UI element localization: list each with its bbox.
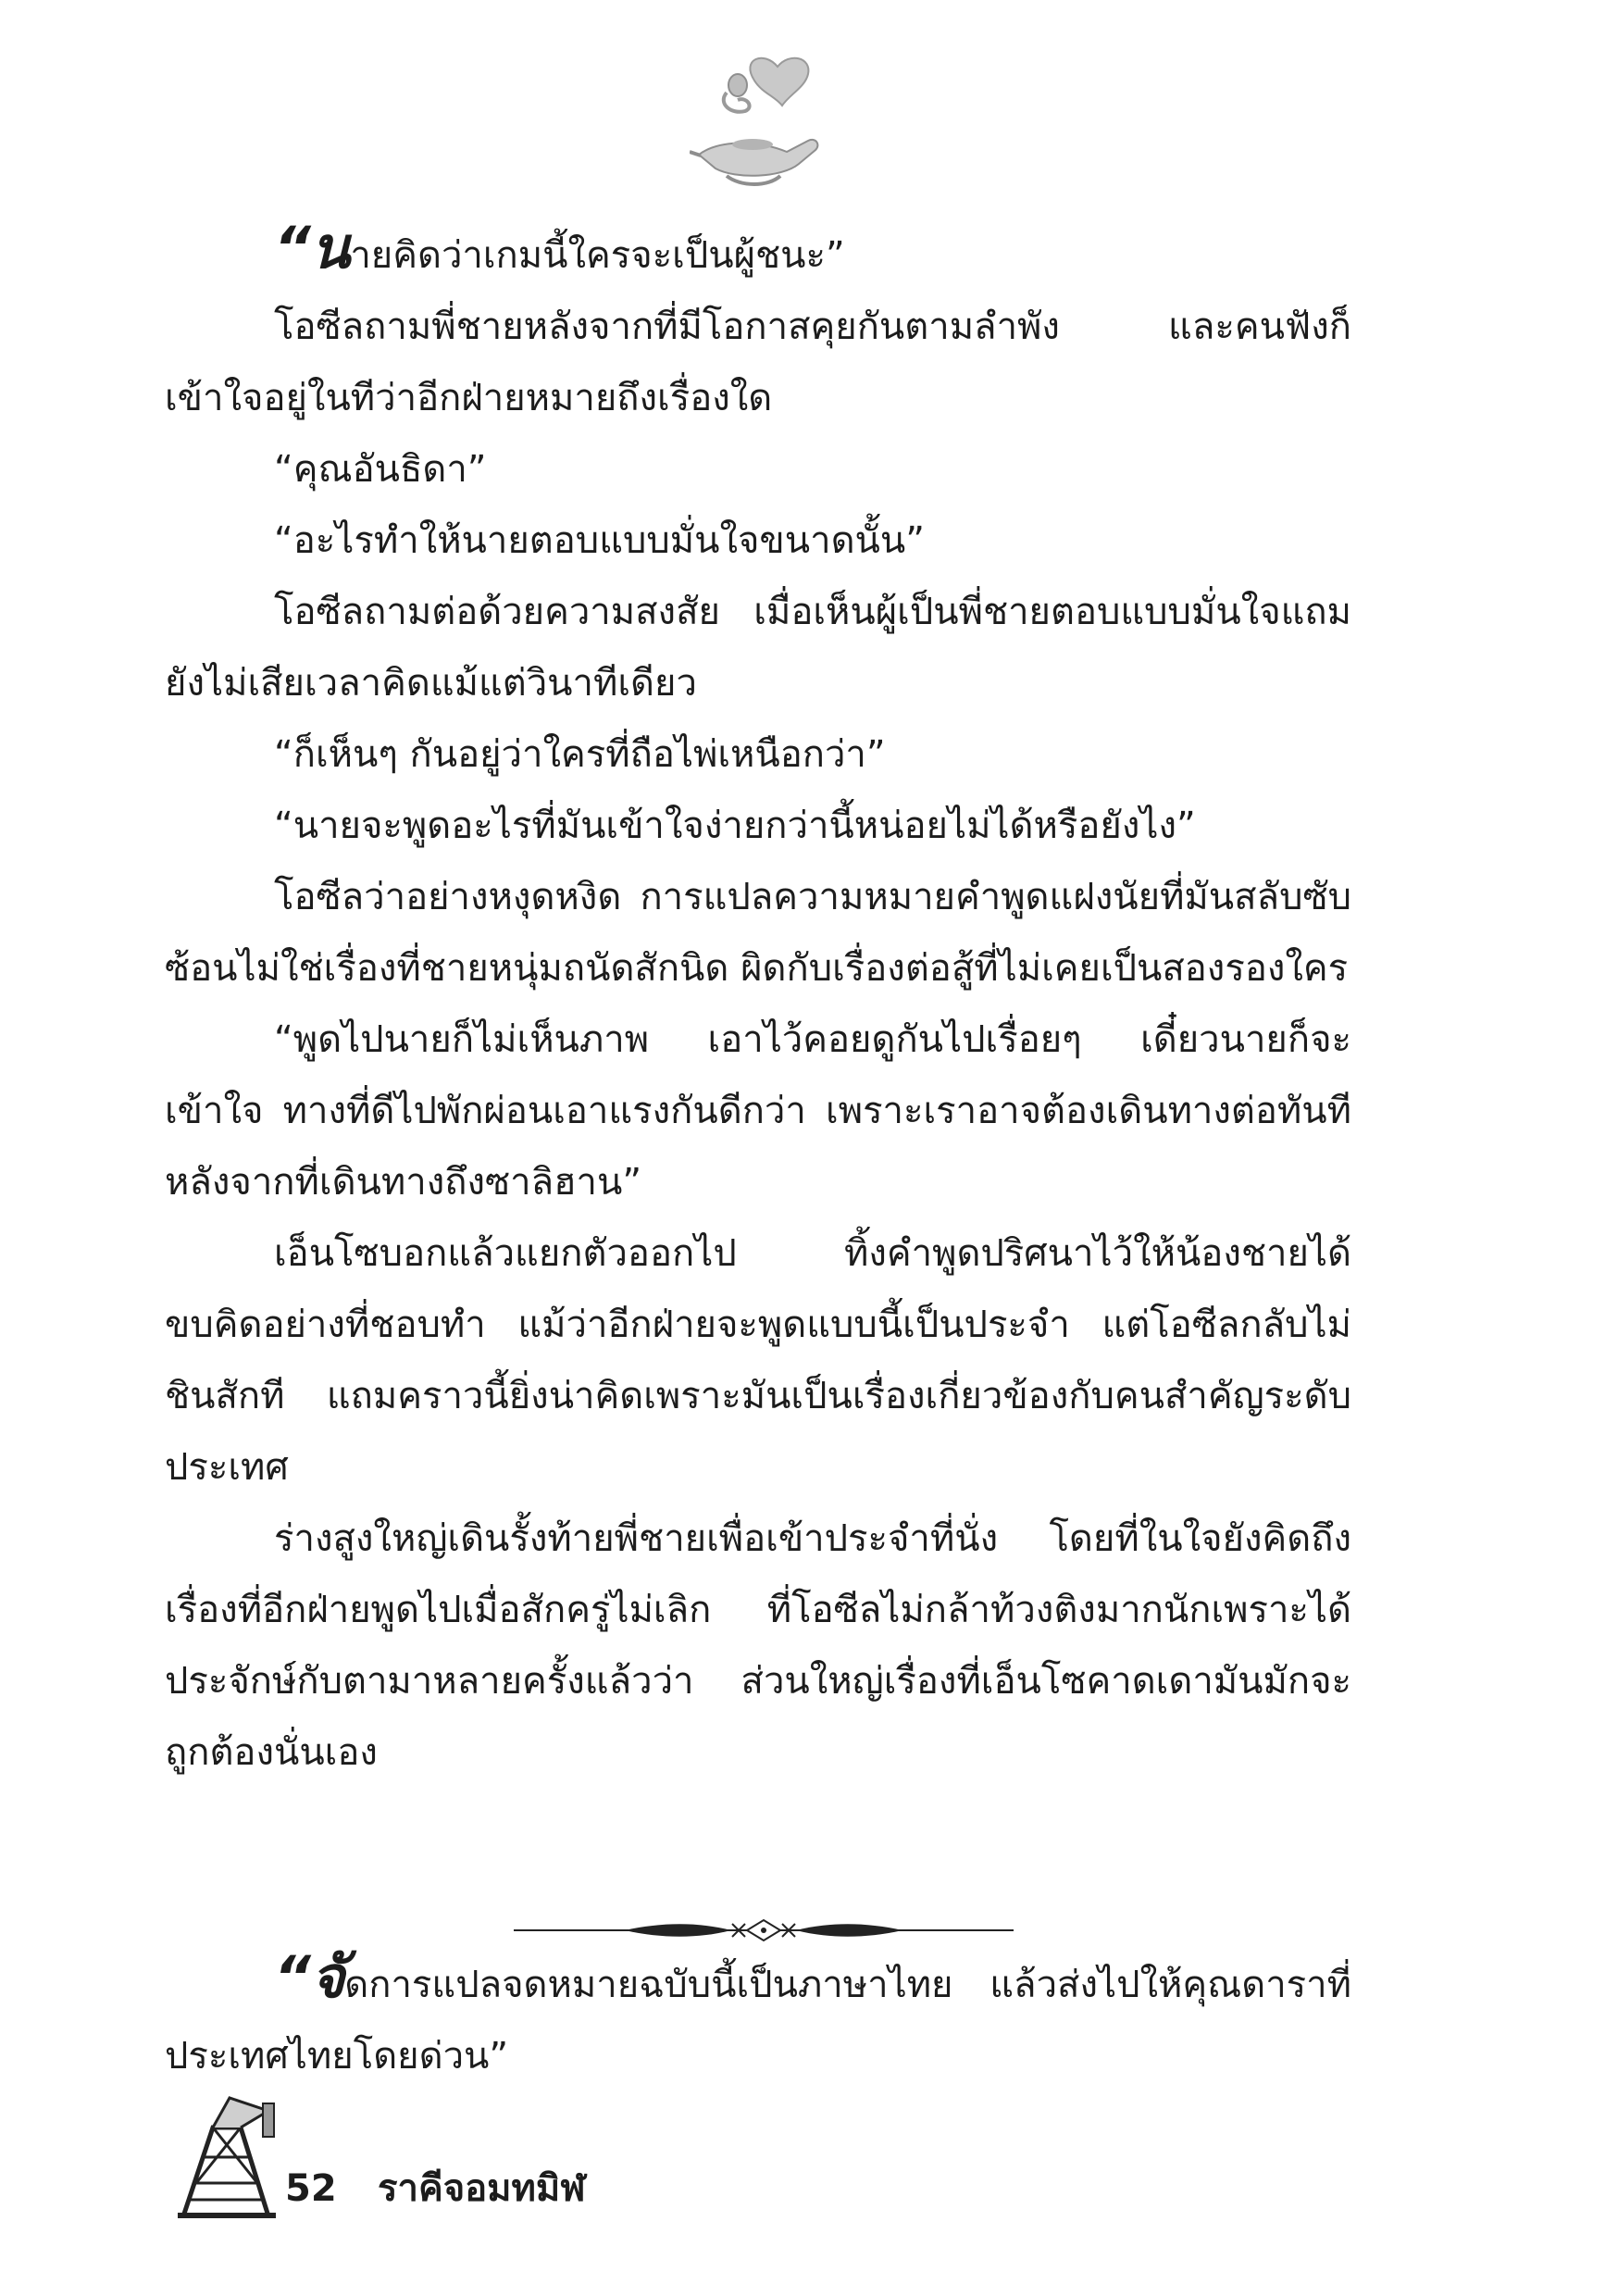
section-1 <box>165 214 1351 1789</box>
paragraph-text: ดการแปลจดหมายฉบับนี้เป็นภาษาไทย แล้วส่งไปให้คุณดาราที่ประเทศไทยโดยด่วน” <box>165 1964 1351 2078</box>
book-title: ราคีจอมทมิฬ <box>378 2167 586 2210</box>
paragraph: โอซีลถามต่อด้วยความสงสัย เมื่อเห็นผู้เป็นพี่ชายตอบแบบมั่นใจแถมยังไม่เสียเวลาคิดแม้แต่วินาทีเดียว <box>165 591 1351 705</box>
paragraph: “พูดไปนายก็ไม่เห็นภาพ เอาไว้คอยดูกันไปเรื่อยๆ เดี๋ยวนายก็จะเข้าใจ ทางที่ดีไปพักผ่อนเอาแรงกันดีกว่า เพราะเราอาจต้องเดินทางต่อทันทีหลังจากที่เดินทางถึงซาลิฮาน” <box>165 1018 1351 1204</box>
dropcap: “น <box>274 214 351 281</box>
page-number: 52 <box>285 2167 337 2210</box>
paragraph: โอซีลว่าอย่างหงุดหงิด การแปลความหมายคำพูดแฝงนัยที่มันสลับซับซ้อนไม่ใช่เรื่องที่ชายหนุ่มถนัดสักนิด ผิดกับเรื่องต่อสู้ที่ไม่เคยเป็นสองรองใคร <box>165 876 1351 990</box>
paragraph: ร่างสูงใหญ่เดินรั้งท้ายพี่ชายเพื่อเข้าประจำที่นั่ง โดยที่ในใจยังคิดถึงเรื่องที่อีกฝ่ายพูดไปเมื่อสักครู่ไม่เลิก ที่โอซีลไม่กล้าท้วงติงมากนักเพราะได้ประจักษ์กับตามาหลายครั้งแล้วว่า ส่วนใหญ่เรื่องที่เอ็นโซคาดเดามันมักจะถูกต้องนั่นเอง <box>165 1517 1351 1774</box>
section-2 <box>165 1943 1351 2092</box>
paragraph: “คุณอันธิดา” <box>274 448 487 491</box>
paragraph: “ก็เห็นๆ กันอยู่ว่าใครที่ถือไพ่เหนือกว่า” <box>274 733 886 776</box>
paragraph: “นายจะพูดอะไรที่มันเข้าใจง่ายกว่านี้หน่อยไม่ได้หรือยังไง” <box>274 805 1196 847</box>
page-footer <box>176 2090 916 2229</box>
paragraph: โอซีลถามพี่ชายหลังจากที่มีโอกาสคุยกันตามลำพัง และคนฟังก็เข้าใจอยู่ในทีว่าอีกฝ่ายหมายถึงเรื่องใด <box>165 306 1351 419</box>
genie-lamp-heart-icon <box>690 48 828 196</box>
paragraph <box>165 1943 1351 2092</box>
paragraph-text: ายคิดว่าเกมนี้ใครจะเป็นผู้ชนะ” <box>350 234 845 277</box>
paragraph: “อะไรทำให้นายตอบแบบมั่นใจขนาดนั้น” <box>274 519 925 562</box>
oil-derrick-icon <box>176 2090 278 2220</box>
dropcap: “จั <box>274 1943 345 2011</box>
paragraph: เอ็นโซบอกแล้วแยกตัวออกไป ทิ้งคำพูดปริศนาไว้ให้น้องชายได้ขบคิดอย่างที่ชอบทำ แม้ว่าอีกฝ่ายจะพูดแบบนี้เป็นประจำ แต่โอซีลกลับไม่ชินสักที แถมคราวนี้ยิ่งน่าคิดเพราะมันเป็นเรื่องเกี่ยวข้องกับคนสำคัญระดับประเทศ <box>165 1232 1351 1489</box>
paragraph <box>165 214 1351 292</box>
ornamental-divider <box>514 1916 1014 1944</box>
